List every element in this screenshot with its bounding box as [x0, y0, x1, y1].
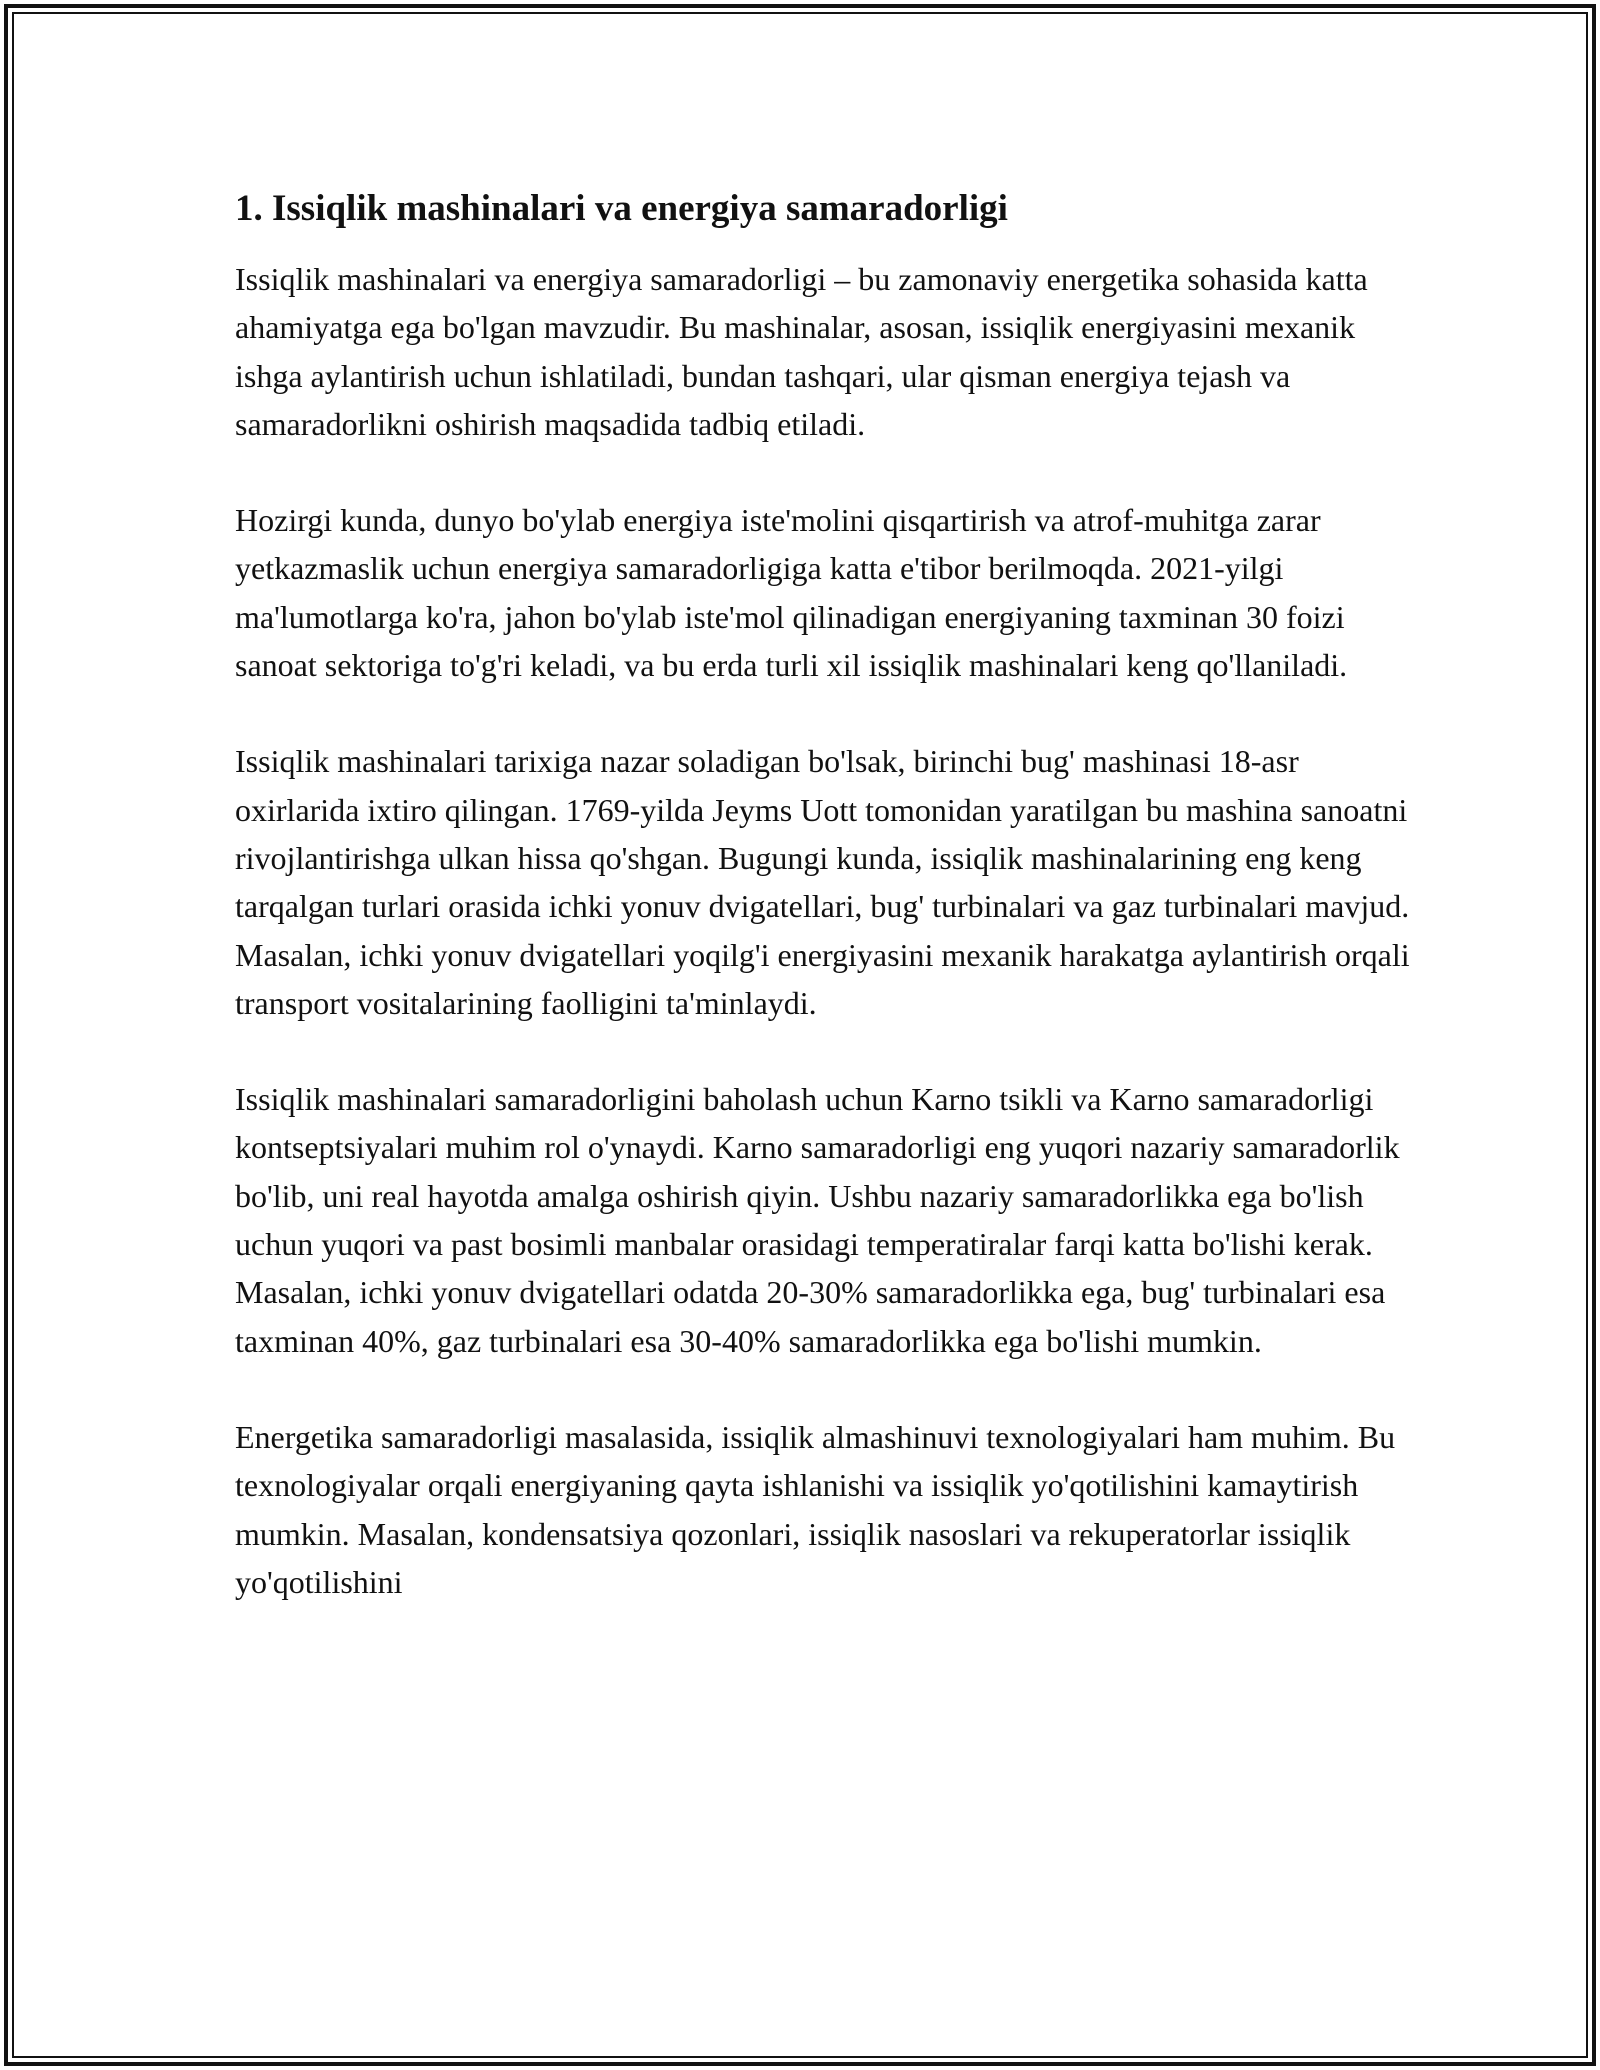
section-title: 1. Issiqlik mashinalari va energiya samaradorligi — [235, 188, 1008, 229]
paragraph-heat-exchange: Energetika samaradorligi masalasida, issiqlik almashinuvi texnologiyalari ham muhim. Bu texnologiyalar orqali energiyaning qayta ishlanishi va issiqlik yo'qotilishini kamaytirish mumkin. Masalan, kondensatsiya qozonlari, issiqlik nasoslari va rekuperatorlar issiqlik yo'qotilishini — [235, 1418, 1396, 1600]
paragraph-carnot-efficiency: Issiqlik mashinalari samaradorligini baholash uchun Karno tsikli va Karno samaradorligi kontseptsiyalari muhim rol o'ynaydi. Karno samaradorligi eng yuqori nazariy samaradorlik bo'lib, uni real hayotda amalga oshirish qiyin. Ushbu nazariy samaradorlikka ega bo'lish uchun yuqori va past bosimli manbalar orasidagi temperatiralar farqi katta bo'lishi kerak. Masalan, ichki yonuv dvigatellari odatda 20-30% samaradorlikka ega, bug' turbinalari esa taxminan 40%, gaz turbinalari esa 30-40% samaradorlikka ega bo'lishi mumkin. — [235, 1081, 1400, 1359]
paragraph-history: Issiqlik mashinalari tarixiga nazar soladigan bo'lsak, birinchi bug' mashinasi 18-asr oxirlarida ixtiro qilingan. 1769-yilda Jeyms Uott tomonidan yaratilgan bu mashina sanoatni rivojlantirishga ulkan hissa qo'shgan. Bugungi kunda, issiqlik mashinalarining eng keng tarqalgan turlari orasida ichki yonuv dvigatellari, bug' turbinalari va gaz turbinalari mavjud. Masalan, ichki yonuv dvigatellari yoqilg'i energiyasini mexanik harakatga aylantirish orqali transport vositalarining faolligini ta'minlaydi. — [235, 743, 1410, 1021]
document-body — [235, 185, 1415, 1654]
paragraph-intro: Issiqlik mashinalari va energiya samaradorligi – bu zamonaviy energetika sohasida katta ahamiyatga ega bo'lgan mavzudir. Bu mashinalar, asosan, issiqlik energiyasini mexanik ishga aylantirish uchun ishlatiladi, bundan tashqari, ular qisman energiya tejash va samaradorlikni oshirish maqsadida tadbiq etiladi. — [235, 261, 1368, 442]
paragraph-energy-consumption: Hozirgi kunda, dunyo bo'ylab energiya iste'molini qisqartirish va atrof-muhitga zarar yetkazmaslik uchun energiya samaradorligiga katta e'tibor berilmoqda. 2021-yilgi ma'lumotlarga ko'ra, jahon bo'ylab iste'mol qilinadigan energiyaning taxminan 30 foizi sanoat sektoriga to'g'ri keladi, va bu erda turli xil issiqlik mashinalari keng qo'llaniladi. — [235, 502, 1348, 684]
